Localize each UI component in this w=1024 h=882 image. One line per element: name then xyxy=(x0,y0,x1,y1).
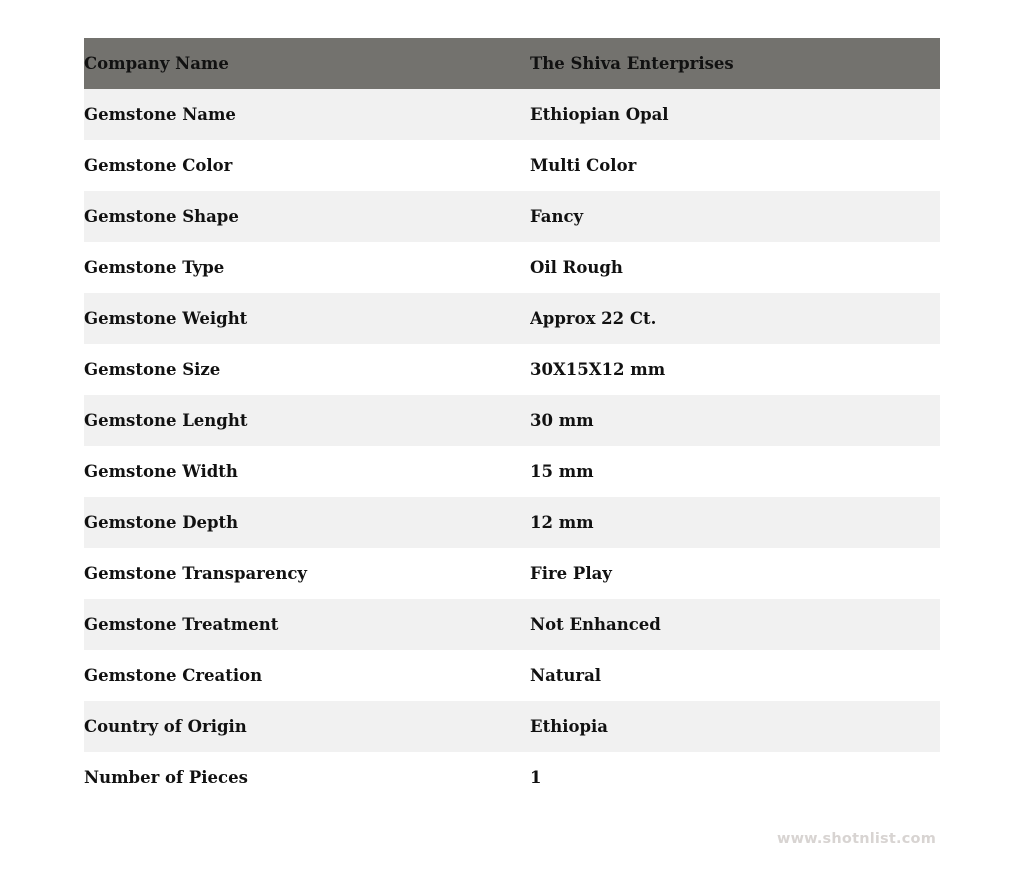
table-row xyxy=(84,752,940,803)
table-row xyxy=(84,497,940,548)
table-row xyxy=(84,446,940,497)
gemstone-spec-sheet xyxy=(84,38,940,803)
table-row xyxy=(84,395,940,446)
table-row xyxy=(84,140,940,191)
table-row xyxy=(84,701,940,752)
header-label-cell: Company Name xyxy=(84,38,530,89)
row-label-cell: Gemstone Shape xyxy=(84,191,530,242)
row-label-cell: Number of Pieces xyxy=(84,752,530,803)
row-label-cell: Gemstone Transparency xyxy=(84,548,530,599)
row-label-cell: Gemstone Depth xyxy=(84,497,530,548)
row-label-cell: Gemstone Treatment xyxy=(84,599,530,650)
table-body xyxy=(84,38,940,803)
table-row xyxy=(84,650,940,701)
row-label-cell: Country of Origin xyxy=(84,701,530,752)
row-value-cell: 12 mm xyxy=(530,497,940,548)
table-row xyxy=(84,548,940,599)
row-value-cell: Approx 22 Ct. xyxy=(530,293,940,344)
row-label-cell: Gemstone Creation xyxy=(84,650,530,701)
table-row xyxy=(84,293,940,344)
row-value-cell: 30X15X12 mm xyxy=(530,344,940,395)
row-value-cell: Not Enhanced xyxy=(530,599,940,650)
row-label-cell: Gemstone Name xyxy=(84,89,530,140)
row-label-cell: Gemstone Type xyxy=(84,242,530,293)
row-value-cell: Fancy xyxy=(530,191,940,242)
row-value-cell: Oil Rough xyxy=(530,242,940,293)
table-row xyxy=(84,242,940,293)
watermark: www.shotnlist.com xyxy=(776,831,936,847)
row-value-cell: Multi Color xyxy=(530,140,940,191)
row-label-cell: Gemstone Size xyxy=(84,344,530,395)
row-value-cell: Ethiopia xyxy=(530,701,940,752)
table-row xyxy=(84,191,940,242)
row-label-cell: Gemstone Width xyxy=(84,446,530,497)
specification-table xyxy=(84,38,940,803)
row-value-cell: Ethiopian Opal xyxy=(530,89,940,140)
table-row xyxy=(84,344,940,395)
table-row xyxy=(84,89,940,140)
row-value-cell: 1 xyxy=(530,752,940,803)
row-label-cell: Gemstone Weight xyxy=(84,293,530,344)
table-row xyxy=(84,599,940,650)
row-value-cell: Fire Play xyxy=(530,548,940,599)
row-label-cell: Gemstone Lenght xyxy=(84,395,530,446)
header-value-cell: The Shiva Enterprises xyxy=(530,38,940,89)
row-label-cell: Gemstone Color xyxy=(84,140,530,191)
row-value-cell: Natural xyxy=(530,650,940,701)
row-value-cell: 30 mm xyxy=(530,395,940,446)
table-header-row xyxy=(84,38,940,89)
row-value-cell: 15 mm xyxy=(530,446,940,497)
